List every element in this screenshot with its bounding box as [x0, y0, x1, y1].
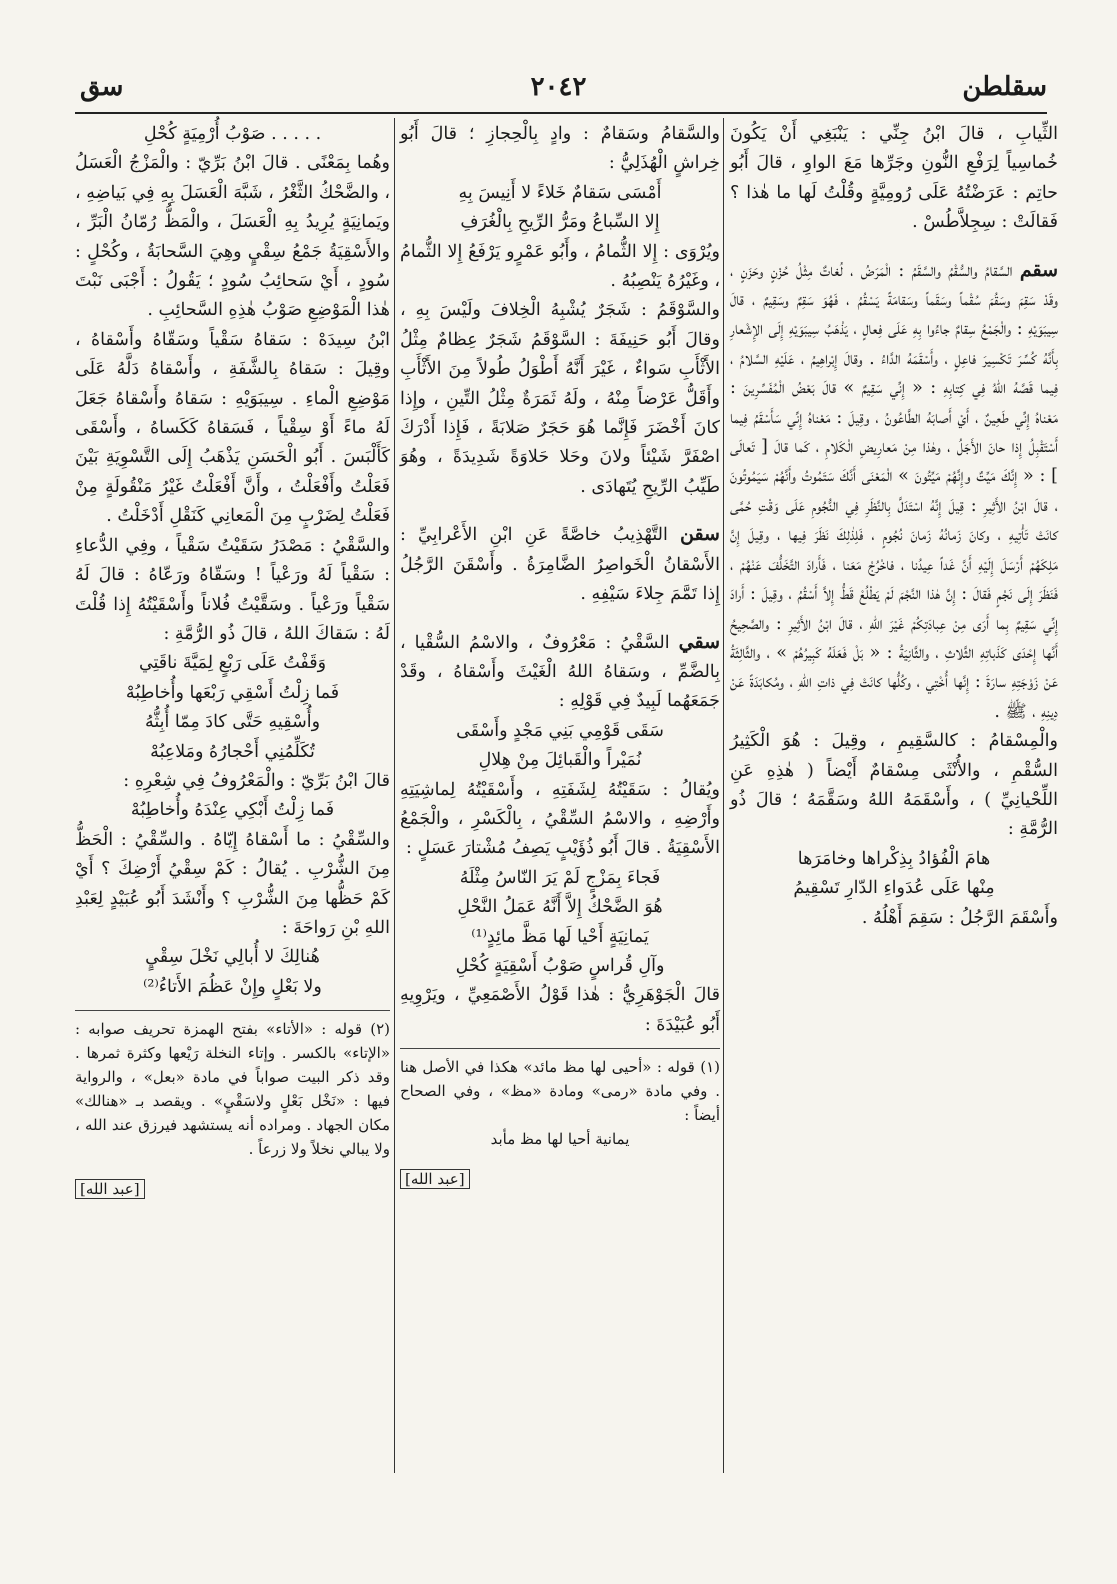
- paragraph: قالَ الْجَوْهَرِيُّ : هٰذا قَوْلُ الأَصْمَعِيِّ ، ويَرْوِيهِ أَبُو عُبَيْدَةَ :: [400, 985, 720, 1035]
- verse-line: ولا بَعْلٍ وإِنْ عَظُمَ الأَتاءُ⁽²⁾: [143, 976, 322, 997]
- verse-line: فَما زِلْتُ أَبْكِي عِنْدَهُ وأُخاطِبُهْ: [130, 800, 335, 821]
- verse-line: . . . . . صَوْبُ أُرْمِيَةٍ كُحْلِ: [143, 124, 322, 144]
- verse-line: هُوَ الضَّحْكُ إِلاَّ أَنَّهُ عَمَلُ النَّحْلِ: [457, 897, 663, 918]
- footnote-separator: [400, 1048, 720, 1049]
- verse-line: وأُسْقِيهِ حَتَّى كادَ مِمّا أُبِثُّهُ: [144, 712, 321, 733]
- header-last-entry: سق: [80, 72, 124, 102]
- paragraph: والسَّقْيُ : مَصْدَرُ سَقَيْتُ سَقْياً ، وفِي الدُّعاءِ : سَقْياً لَهُ ورَعْياً ! وسَقّاهُ ورَعّاهُ : قالَ لَهُ سَقْياً ورَعْياً . وسَقَّيْتُ فُلاناً وأَسْقَيْتُهُ إِذا قُلْتَ لَهُ : سَقاكَ اللهُ ، قالَ ذُو الرُّمَّةِ :: [75, 535, 390, 644]
- verse-line: وَقَفْتُ عَلَى رَبْعٍ لِمَيَّةَ ناقَتِي: [138, 653, 327, 674]
- entry-text: التَّهْذِيبُ خاصَّةً عَنِ ابْنِ الأَعْرابِيِّ : الأَسْقانُ الْخَواصِرُ الضَّامِرَةُ . وأَسْقَنَ الرَّجُلُ إِذا تَمَّمَ جِلاءَ سَيْفِهِ .: [400, 525, 720, 605]
- paragraph: [400, 628, 720, 717]
- verse-line: يَمانِيَةٍ أَحْيا لَها مَظَّ مائِدٍ⁽¹⁾: [471, 926, 649, 947]
- footnote: (١) قوله : «أحيى لها مظ مائد» هكذا في الأصل هنا . وفي مادة «رمى» ومادة «مظ» ، وفي الصحاح أيضاً :: [400, 1058, 720, 1125]
- verse-line: إِلا السِّباعُ ومَرُّ الرِّيحِ بِالْغُرَفِ: [460, 212, 660, 233]
- paragraph: والسِّقْيُ : ما أَسْقاهُ إِيّاهُ . والسِّقْيُ : الْحَظُّ مِنَ الشُّرْبِ . يُقالُ : كَمْ سِقْيُ أَرْضِكَ ؟ أَيْ كَمْ حَظُّها مِنَ الشُّرْبِ ؟ وأَنْشَدَ أَبُو عُبَيْدٍ لِعَبْدِ اللهِ بْنِ رَواحَةَ :: [75, 829, 390, 938]
- verse-line: فَجاءَ بِمَزْجٍ لَمْ يَرَ النّاسُ مِثْلَهُ: [459, 867, 661, 888]
- verse-line: نُمَيْراً والْقَبائِلَ مِنْ هِلالِ: [478, 750, 642, 771]
- paragraph: قالَ ابْنُ بَرِّيّ : والْمَعْرُوفُ فِي شِعْرِهِ :: [123, 770, 390, 791]
- header-first-entry: سقلطن: [962, 72, 1047, 102]
- footnote-verse: يمانية أحيا لها مظ مأبد: [490, 1130, 630, 1149]
- paragraph: وهُما بِمَعْنًى . قالَ ابْنُ بَرِّيّ : والْمَزْجُ الْعَسَلُ ، والضَّحْكُ الثَّغْرُ ، شَبَّهَ الْعَسَلَ بِهِ فِي بَياضِهِ ، ويَمانِيَةٍ يُرِيدُ بِهِ الْعَسَلَ ، والْمَظُّ رُمّانُ الْبَرِّ ، والأَسْقِيَةُ جَمْعُ سِقْيٍ وهِيَ السَّحابَةُ ، وكُحْلٍ : سُودٍ ، أَيْ سَحائِبُ سُودٍ ؛ يَقُولُ : أَجْبَى نَبْتَ هٰذا الْمَوْضِعِ صَوْبُ هٰذِهِ السَّحائِبِ .: [75, 153, 390, 321]
- entry-text: السَّقْيُ : مَعْرُوفٌ ، والاسْمُ السُّقْيا ، بِالضَّمِّ ، وسَقاهُ اللهُ الْغَيْثَ وأَسْقاهُ ، وقَدْ جَمَعَهُما لَبِيدٌ فِي قَوْلِهِ :: [400, 632, 720, 712]
- entry-headword: سقم: [1019, 258, 1058, 281]
- paragraph: والْمِسْقامُ : كالسَّقِيمِ ، وقِيلَ : هُوَ الْكَثِيرُ السُّقْمِ ، والأُنْثَى مِسْقامٌ أَيْضاً ( هٰذِهِ عَنِ اللِّحْيانِيِّ ) ، وأَسْقَمَهُ اللهُ وسَقَّمَهُ ؛ قالَ ذُو الرُّمَّةِ :: [730, 731, 1058, 840]
- column-right: [730, 120, 1058, 933]
- verse-line: هُنالِكَ لا أُبالِي نَخْلَ سِقْيٍ: [145, 947, 320, 968]
- page-number: ٢٠٤٢: [530, 72, 587, 102]
- column-left: [75, 120, 390, 1205]
- paragraph: الثِّيابِ ، قالَ ابْنُ جِنِّي : يَنْبَغِي أَنْ يَكُونَ خُماسِياً لِرَفْعِ النُّونِ وجَرِّها مَعَ الواوِ ، قالَ أَبُو حاتِم : عَرَضْتُهُ عَلَى رُومِيَّةٍ وقُلْتُ لَها ما هٰذا ؟ فَقالَتْ : سِجِلاَّطُسْ .: [730, 124, 1058, 233]
- paragraph: ويُرْوَى : إِلا الثُّمامُ ، وأَبُو عَمْرٍو يَرْفَعُ إِلا الثُّمامُ ، وغَيْرُهُ يَنْصِبُهُ .: [400, 241, 720, 292]
- paragraph: والسَّوْقَمُ : شَجَرٌ يُشْبِهُ الْخِلافَ ولَيْسَ بِهِ ، وقالَ أَبُو حَنِيفَةَ : السَّوْقَمُ شَجَرٌ عِظامٌ مِثْلُ الأَثْأَبِ سَواءٌ ، غَيْرَ أَنَّهُ أَطْوَلُ طُولاً مِنَ الأَثْأَبِ وأَقَلُّ عَرْضاً مِنْهُ ، ولَهُ ثَمَرَةٌ مِثْلُ التِّينِ ، وإِذا كانَ أَخْضَرَ فَإِنَّما هُوَ حَجَرٌ صَلابَةً ، فَإِذا أَدْرَكَ اصْفَرَّ شَيْئاً ولانَ وحَلا حَلاوَةً شَدِيدَةً ، وهُوَ طَيِّبُ الرِّيحِ يُتَهادَى .: [400, 300, 720, 497]
- verse-line: وآلِ قُراسٍ صَوْبُ أَسْقِيَةٍ كُحْلِ: [455, 955, 665, 976]
- header-rule: [75, 112, 1047, 114]
- paragraph: والسَّقامُ وسَقامٌ : وادٍ بِالْحِجازِ ؛ قالَ أَبُو خِراشٍ الْهُذَلِيُّ :: [400, 124, 720, 174]
- footnote-separator: [75, 1010, 390, 1011]
- page-header: [70, 70, 1047, 110]
- paragraph: [730, 256, 1058, 728]
- footnote: (٢) قوله : «الأتاء» بفتح الهمزة تحريف صوابه : «الإتاء» بالكسر . وإتاء النخلة رَيْعها وكثرة ثمرها . وقد ذكر البيت صواباً في مادة «بعل» ، والرواية فيها : «نَخْل بَعْلٍ ولاسَقْيٍ» . ويقصد بـ «هنالك» مكان الجهاد . ومراده أنه يستشهد فيرزق عند الله ، ولا يبالي نخلاً ولا زرعاً .: [75, 1020, 390, 1159]
- column-divider: [723, 118, 724, 1473]
- entry-headword: سقن: [679, 523, 720, 546]
- verse-line: أَمْسَى سَقامٌ خَلاءً لا أَنِيسَ بِهِ: [458, 182, 662, 203]
- verse-line: مِنْها عَلَى عُدَواءِ الدّارِ تَسْقِيمُ: [793, 878, 995, 899]
- verse-line: تُكَلِّمُنِي أَحْجارُهُ ومَلاعِبُهْ: [150, 741, 315, 762]
- editor-signature: [عبد الله]: [400, 1165, 720, 1194]
- entry-text: السَّقامُ والسُّقْمُ والسَّقَمُ : الْمَرَضُ ، لُغاتٌ مِثْلُ حُزْنٍ وحَزَنٍ ، وقَدْ سَقِمَ وسَقُمَ سُقْماً وسَقَماً وسَقامَةً يَسْقُمُ ، فَهُوَ سَقِمٌ وسَقِيمٌ ، قالَ سِيبَوَيْهِ : والْجَمْعُ سِقامٌ جاءُوا بِهِ عَلَى فِعالٍ ، يَذْهَبُ سِيبَوَيْهِ إِلَى الإِشْعارِ بِأَنَّهُ كُسِّرَ تَكْسِيرَ فاعِلٍ ، وأَسْقَمَهُ الدَّاءُ . وقالَ إِبْراهِيمُ ، عَلَيْهِ السَّلامُ ، فِيما قَصَّهُ اللهُ فِي كِتابِهِ : « إِنِّي سَقِيمٌ » قالَ بَعْضُ الْمُفَسِّرِينَ : مَعْناهُ إِنِّي طَعِينٌ ، أَيْ أَصابَهُ الطَّاعُونُ ، وقِيلَ : مَعْناهُ إِنِّي سَأَسْقَمُ فِيما أَسْتَقْبِلُ إِذا حانَ الأَجَلُ ، وهٰذا مِنْ مَعارِيضِ الْكَلامِ ، كَما قالَ [ تَعالَى ] : « إِنَّكَ مَيِّتٌ وإِنَّهُمْ مَيِّتُونَ » الْمَعْنَى أَنَّكَ سَتَمُوتُ وأَنَّهُمْ سَيَمُوتُونَ ، قالَ ابْنُ الأَثِيرِ : قِيلَ إِنَّهُ اسْتَدَلَّ بِالنَّظَرِ فِي النُّجُومِ عَلَى وَقْتِ حُمَّى كانَتْ تَأْتِيهِ ، وكانَ زَمانُهُ زَمانَ نُجُومٍ ، فَلِذٰلِكَ نَظَرَ فِيها ، وقِيلَ إِنَّ مَلِكَهُمْ أَرْسَلَ إِلَيْهِ أَنَّ غَداً عِيدُنا ، فاخْرُجْ مَعَنا ، فَأَرادَ التَّخَلُّفَ عَنْهُمْ ، فَنَظَرَ إِلَى نَجْمٍ فَقالَ : إِنَّ هٰذا النَّجْمَ لَمْ يَطْلُعْ قَطُّ إِلاَّ أَسْقُمُ ، وقِيلَ : أَرادَ إِنِّي سَقِيمٌ بِما أَرَى مِنْ عِبادَتِكُمْ غَيْرَ اللهِ ، قالَ ابْنُ الأَثِيرِ : والصَّحِيحُ أَنَّها إِحْدَى كَذَباتِهِ الثَّلاثِ ، والثَّانِيَةُ : « بَلْ فَعَلَهُ كَبِيرُهُمْ » ، والثَّالِثَةُ عَنْ زَوْجَتِهِ سارَةَ : إِنَّها أُخْتِي ، وكُلُّها كانَتْ فِي ذاتِ اللهِ ، ومُكابَدَةً عَنْ دِينِهِ ، ﷺ .: [730, 260, 1058, 722]
- paragraph: وأَسْقَمَ الرَّجُلُ : سَقِمَ أَهْلُهُ .: [861, 907, 1058, 928]
- paragraph: [400, 520, 720, 609]
- verse-line: هامَ الْفُؤادُ بِذِكْراها وخامَرَها: [797, 848, 991, 869]
- column-divider: [394, 118, 395, 1473]
- column-middle: [400, 120, 720, 1195]
- editor-signature: [عبد الله]: [75, 1175, 390, 1204]
- entry-headword: سقي: [678, 630, 720, 653]
- paragraph: ابْنُ سِيدَهْ : سَقاهُ سَقْياً وسَقّاهُ وأَسْقاهُ ، وقِيلَ : سَقاهُ بِالشَّفَةِ ، وأَسْقاهُ دَلَّهُ عَلَى مَوْضِعِ الْماءِ . سِيبَوَيْهِ : سَقاهُ وأَسْقاهُ جَعَلَ لَهُ ماءً أَوْ سِقْياً ، فَسَقاهُ كَكَساهُ ، وأَسْقَى كَأَلْبَسَ . أَبُو الْحَسَنِ يَذْهَبُ إِلَى التَّسْوِيَةِ بَيْنَ فَعَلْتُ وأَفْعَلْتُ ، وأَنَّ أَفْعَلْتُ غَيْرُ مَنْقُولَةٍ مِنْ فَعَلْتُ لِضَرْبٍ مِنَ الْمَعانِي كَنَقْلِ أَدْخَلْتُ .: [75, 329, 390, 527]
- verse-line: سَقَى قَوْمِي بَنِي مَجْدٍ وأَسْقَى: [456, 720, 664, 741]
- verse-line: فَما زِلْتُ أَسْقِي رَبْعَها وأُخاطِبُهْ: [125, 682, 340, 703]
- paragraph: ويُقالُ : سَقَيْتُهُ لِشَفَتِهِ ، وأَسْقَيْتُهُ لِماشِيَتِهِ وأَرْضِهِ ، والاسْمُ السِّقْيُ ، بِالْكَسْرِ ، والْجَمْعُ الأَسْقِيَةُ . قالَ أَبُو ذُؤَيْبٍ يَصِفُ مُشْتارَ عَسَلٍ :: [400, 779, 720, 859]
